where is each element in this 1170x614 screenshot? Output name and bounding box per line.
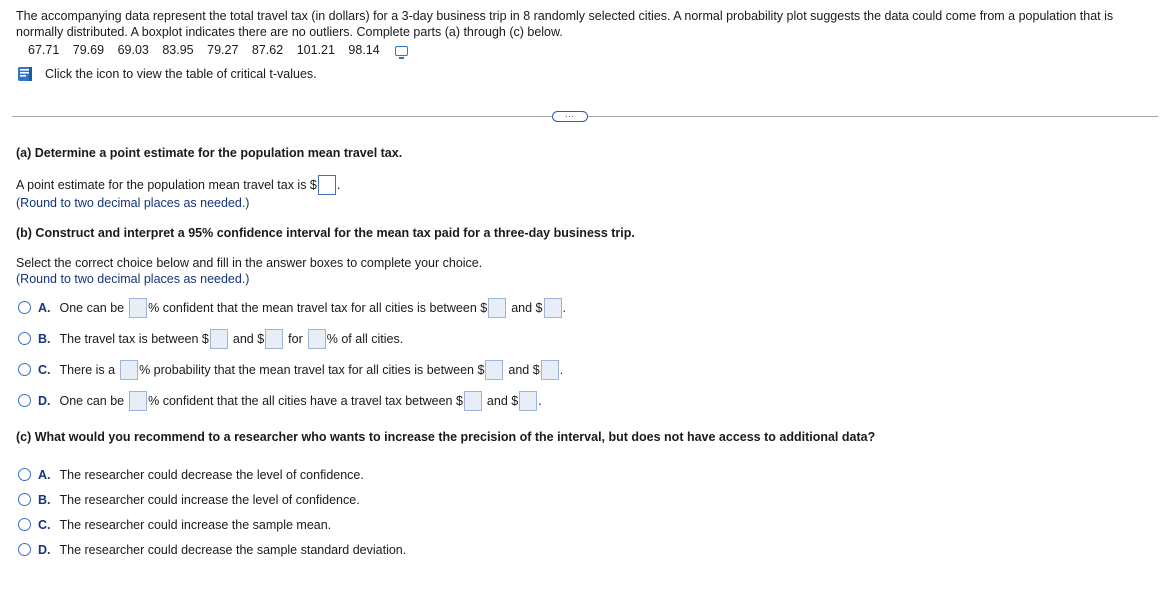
more-button[interactable]: … — [552, 111, 588, 122]
data-values-row — [28, 43, 408, 57]
choice-letter: A. — [38, 301, 51, 315]
choice-letter: C. — [38, 518, 51, 532]
data-value: 98.14 — [348, 43, 380, 57]
part-c-heading-text: (c) What would you recommend to a researcher who wants to increase the precision of the interval, but does not have access to additional data? — [16, 430, 876, 444]
choice-text: . — [538, 394, 542, 408]
choice-text: There is a — [59, 363, 116, 377]
part-a-hint: (Round to two decimal places as needed.) — [16, 196, 250, 210]
percent-input[interactable] — [308, 329, 326, 349]
t-table-link-text[interactable]: Click the icon to view the table of critical t-values. — [45, 67, 317, 81]
choice-text: . — [562, 301, 566, 315]
part-b-instruction: Select the correct choice below and fill in the answer boxes to complete your choice. — [16, 256, 483, 270]
upper-bound-input[interactable] — [541, 360, 559, 380]
choice-text: and $ — [508, 363, 540, 377]
point-estimate-input[interactable] — [318, 175, 336, 195]
choice-letter: B. — [38, 493, 51, 507]
radio-button[interactable] — [18, 518, 31, 531]
radio-button[interactable] — [18, 301, 31, 314]
data-value: 101.21 — [296, 43, 335, 57]
book-icon[interactable] — [17, 66, 33, 82]
t-table-link-row — [17, 66, 317, 82]
radio-button[interactable] — [18, 468, 31, 481]
data-value: 79.27 — [207, 43, 239, 57]
choice-letter: D. — [38, 543, 51, 557]
data-value: 79.69 — [72, 43, 105, 57]
part-c-choice-a[interactable] — [18, 468, 364, 482]
choice-text: % confident that the all cities have a travel tax between $ — [148, 394, 463, 408]
choice-text: . — [559, 363, 564, 377]
data-value: 83.95 — [162, 43, 194, 57]
choice-text: The researcher could increase the level of confidence. — [59, 493, 360, 507]
choice-text: and $ — [232, 332, 265, 346]
radio-button[interactable] — [18, 394, 31, 407]
choice-text: and $ — [511, 301, 543, 315]
confidence-level-input[interactable] — [129, 391, 147, 411]
part-b-heading: (b) Construct and interpret a 95% confidence interval for the mean tax paid for a three-day business trip. — [16, 226, 635, 240]
choice-text: The researcher could decrease the level of confidence. — [59, 468, 364, 482]
part-c-choice-c[interactable] — [18, 518, 331, 532]
problem-statement: The accompanying data represent the total travel tax (in dollars) for a 3-day business trip in 8 randomly selected cities. A normal probability plot suggests the data could come from a population that is normally distributed. A boxplot indicates there are no outliers. Complete parts (a) through (c) below. — [16, 9, 1114, 39]
radio-button[interactable] — [18, 363, 31, 376]
choice-letter: B. — [38, 332, 51, 346]
choice-text: % of all cities. — [326, 332, 404, 346]
part-c-choice-d[interactable] — [18, 543, 406, 557]
part-a-period: . — [336, 178, 341, 192]
choice-text: One can be — [59, 394, 125, 408]
part-b-choice-c[interactable] — [18, 360, 563, 380]
lower-bound-input[interactable] — [210, 329, 228, 349]
radio-button[interactable] — [18, 543, 31, 556]
choice-letter: D. — [38, 394, 51, 408]
data-value: 69.03 — [117, 43, 149, 57]
radio-button[interactable] — [18, 493, 31, 506]
part-a-answer-line — [16, 175, 340, 195]
choice-text: % confident that the mean travel tax for all cities is between $ — [148, 301, 488, 315]
copy-data-icon[interactable] — [395, 46, 408, 56]
lower-bound-input[interactable] — [464, 391, 482, 411]
part-c-choice-b[interactable] — [18, 493, 360, 507]
data-value: 67.71 — [28, 43, 60, 57]
part-a-prompt: A point estimate for the population mean travel tax is $ — [16, 178, 317, 192]
confidence-level-input[interactable] — [129, 298, 147, 318]
upper-bound-input[interactable] — [519, 391, 537, 411]
choice-text: % probability that the mean travel tax for all cities is between $ — [139, 363, 485, 377]
upper-bound-input[interactable] — [544, 298, 562, 318]
upper-bound-input[interactable] — [265, 329, 283, 349]
choice-letter: A. — [38, 468, 51, 482]
choice-text: One can be — [59, 301, 125, 315]
data-value: 87.62 — [251, 43, 284, 57]
part-b-choice-b[interactable] — [18, 329, 403, 349]
lower-bound-input[interactable] — [488, 298, 506, 318]
choice-text: and $ — [486, 394, 519, 408]
choice-letter: C. — [38, 363, 51, 377]
part-b-choice-d[interactable] — [18, 391, 542, 411]
radio-button[interactable] — [18, 332, 31, 345]
choice-text: for — [288, 332, 303, 346]
part-b-hint: (Round to two decimal places as needed.) — [16, 272, 250, 286]
probability-input[interactable] — [120, 360, 138, 380]
part-b-choice-a[interactable] — [18, 298, 566, 318]
lower-bound-input[interactable] — [485, 360, 503, 380]
choice-text: The researcher could increase the sample mean. — [59, 518, 332, 532]
part-c-heading — [16, 430, 875, 444]
choice-text: The travel tax is between $ — [59, 332, 209, 346]
choice-text: The researcher could decrease the sample standard deviation. — [59, 543, 407, 557]
part-a-heading: (a) Determine a point estimate for the population mean travel tax. — [16, 146, 403, 160]
